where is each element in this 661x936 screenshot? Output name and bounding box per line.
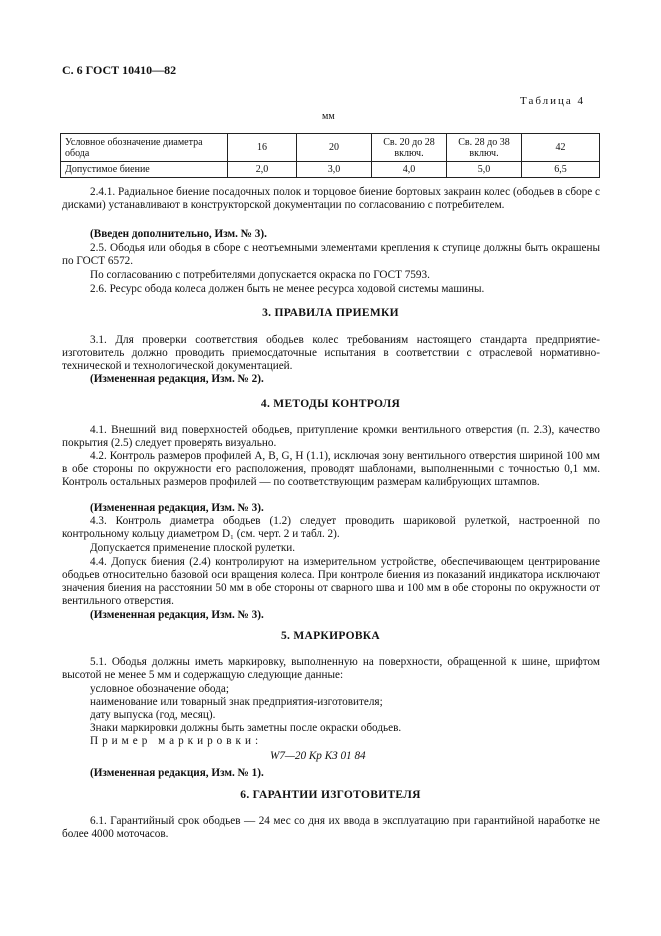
runout-table bbox=[60, 133, 600, 178]
table-caption: Таблица 4 bbox=[520, 95, 586, 107]
page-header: С. 6 ГОСТ 10410—82 bbox=[62, 63, 177, 77]
section-heading-3: 3. ПРАВИЛА ПРИЕМКИ bbox=[262, 307, 399, 319]
amendment-note: (Введен дополнительно, Изм. № 3). bbox=[90, 228, 267, 240]
list-item: наименование или товарный знак предприятия-изготовителя; bbox=[90, 696, 383, 708]
paragraph-4-3-note: Допускается применение плоской рулетки. bbox=[90, 542, 296, 554]
table-row bbox=[61, 162, 600, 178]
section-heading-5: 5. МАРКИРОВКА bbox=[280, 630, 381, 642]
table-cell: Св. 28 до 38 включ. bbox=[447, 134, 522, 162]
paragraph-3-1: 3.1. Для проверки соответствия ободьев колес требованиям настоящего стандарта предприятие-изготовитель должно проводить приемосдаточные испытания в соответствии с отраслевой нормативно-технической и технологической документацией. bbox=[62, 334, 600, 373]
paragraph-2-4-1: 2.4.1. Радиальное биение посадочных полок и торцовое биение бортовых закраин колес (ободьев в сборе с дисками) устанавливают в конструкторской документации по согласованию с потребителем. bbox=[62, 186, 600, 212]
table-cell: Св. 20 до 28 включ. bbox=[372, 134, 447, 162]
table-cell: Допустимое биение bbox=[61, 162, 228, 178]
amendment-note: (Измененная редакция, Изм. № 3). bbox=[90, 609, 264, 621]
paragraph-4-2: 4.2. Контроль размеров профилей A, B, G, H (1.1), исключая зону вентильного отверстия шириной 100 мм в обе стороны по окружности его расположения, проводят шаблонами, выполненными с точностью 0,1 мм. Контроль остальных размеров профилей — по соответствующим размерам калибрующих штампов. bbox=[62, 450, 600, 489]
list-item: условное обозначение обода; bbox=[90, 683, 229, 695]
table-cell: 2,0 bbox=[228, 162, 297, 178]
paragraph-4-1: 4.1. Внешний вид поверхностей ободьев, притупление кромки вентильного отверстия (п. 2.3), качество покрытия (2.5) следует проверять визуально. bbox=[62, 424, 600, 450]
paragraph-2-5-note: По согласованию с потребителями допускается окраска по ГОСТ 7593. bbox=[90, 269, 430, 281]
section-heading-4: 4. МЕТОДЫ КОНТРОЛЯ bbox=[260, 398, 401, 410]
table-unit: мм bbox=[322, 111, 335, 122]
paragraph-4-3: 4.3. Контроль диаметра ободьев (1.2) следует проводить шариковой рулеткой, настроенной по контрольному кольцу диаметром D₁ (см. черт. 2 и табл. 2). bbox=[62, 515, 600, 541]
example-label: Пример маркировки: bbox=[90, 735, 263, 747]
table-cell: 5,0 bbox=[447, 162, 522, 178]
amendment-note: (Измененная редакция, Изм. № 2). bbox=[90, 373, 264, 385]
amendment-note: (Измененная редакция, Изм. № 3). bbox=[90, 502, 264, 514]
paragraph-5-1: 5.1. Ободья должны иметь маркировку, выполненную на поверхности, обращенной к шине, шрифтом высотой не менее 5 мм и содержащую следующие данные: bbox=[62, 656, 600, 682]
paragraph-2-5: 2.5. Ободья или ободья в сборе с неотъемными элементами крепления к ступице должны быть окрашены по ГОСТ 6572. bbox=[62, 242, 600, 268]
paragraph-4-4: 4.4. Допуск биения (2.4) контролируют на измерительном устройстве, обеспечивающем центрирование ободьев относительно базовой оси вращения колеса. При контроле биения из показаний индикатора исключают значения биения на расстоянии 50 мм в обе стороны от сварного шва и 100 мм в обе стороны по окружности от вентильного отверстия. bbox=[62, 556, 600, 608]
table-cell: 4,0 bbox=[372, 162, 447, 178]
table-row bbox=[61, 134, 600, 162]
table-cell: 16 bbox=[228, 134, 297, 162]
table-cell: 42 bbox=[522, 134, 600, 162]
paragraph-2-6: 2.6. Ресурс обода колеса должен быть не менее ресурса ходовой системы машины. bbox=[90, 283, 485, 295]
paragraph-5-1-note: Знаки маркировки должны быть заметны после окраски ободьев. bbox=[90, 722, 402, 734]
section-heading-6: 6. ГАРАНТИИ ИЗГОТОВИТЕЛЯ bbox=[240, 789, 421, 801]
table-cell: 20 bbox=[297, 134, 372, 162]
marking-example: W7—20 Kр КЗ 01 84 bbox=[270, 750, 366, 762]
amendment-note: (Измененная редакция, Изм. № 1). bbox=[90, 767, 264, 779]
table-cell: 3,0 bbox=[297, 162, 372, 178]
table-cell: 6,5 bbox=[522, 162, 600, 178]
paragraph-6-1: 6.1. Гарантийный срок ободьев — 24 мес со дня их ввода в эксплуатацию при гарантийной наработке не более 4000 моточасов. bbox=[62, 815, 600, 841]
list-item: дату выпуска (год, месяц). bbox=[90, 709, 216, 721]
table-cell: Условное обозначение диаметра обода bbox=[61, 134, 228, 162]
